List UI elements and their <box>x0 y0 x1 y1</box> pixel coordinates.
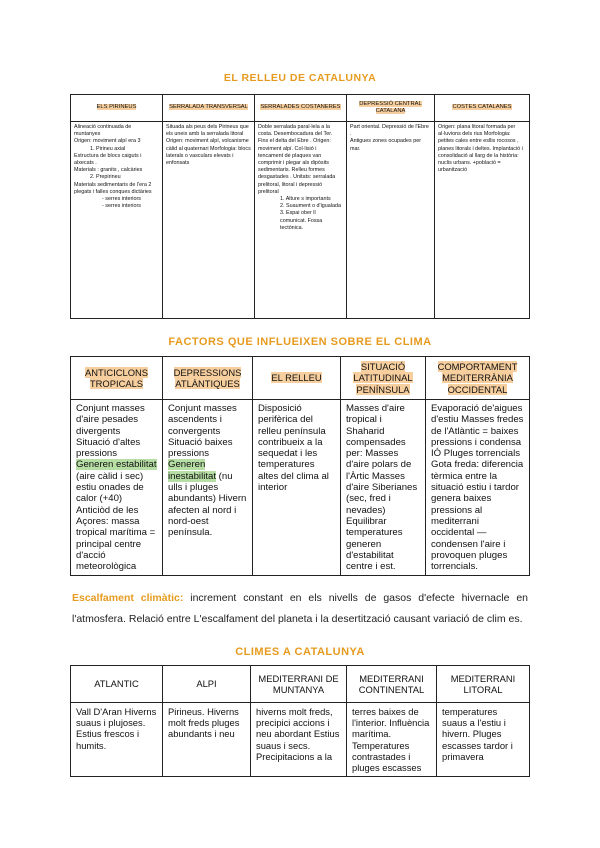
relleu-header: COSTES CATALANES <box>435 95 530 122</box>
climes-table <box>70 665 530 777</box>
climes-cell: Vall D'Aran Hiverns suaus i plujoses. Estius frescos i humits. <box>71 703 163 777</box>
escalfament-paragraph <box>72 588 528 630</box>
factors-header: EL RELLEU <box>253 357 341 400</box>
climes-header: ATLANTIC <box>71 666 163 703</box>
factors-cell-relleu: Disposició perifèrica del relleu península contribueix a la sequedat i les temperatures altes del clima al interior <box>253 400 341 576</box>
factors-cell-depressions: Conjunt masses ascendents i convergents Situació baixes pressions Generen inestabilitat (nu ulls i pluges abundants) Hivern afecten al nord i nord-oest península. <box>163 400 253 576</box>
factors-header: ANTICICLONS TROPICALS <box>71 357 163 400</box>
relleu-cell-transversal: Situada als peus dels Pirineus que els uneix amb la serralada litoral Origen: moviment alpí, volcanisme càlid al quaternari Morfologia: blocs laterals o vasculars elevats i enfonsats <box>163 122 255 319</box>
factors-header: COMPORTAMENT MEDITERRÀNIA OCCIDENTAL <box>426 357 530 400</box>
climes-header: MEDITERRANI LITORAL <box>437 666 530 703</box>
relleu-cell-depressio: Part oriental. Depressió de l'Ebre . Antigues zones ocupades per mar. <box>347 122 435 319</box>
climes-header: ALPI <box>163 666 251 703</box>
climes-cell: terres baixes de l'interior. Influència marítima. Temperatures contrastades i pluges escasses <box>347 703 437 777</box>
relleu-header: ELS PIRINEUS <box>71 95 163 122</box>
climes-header: MEDITERRANI DE MUNTANYA <box>251 666 347 703</box>
factors-table <box>70 356 530 576</box>
relleu-cell-costaneres: Doble serralada paral·lela a la costa. Desembocadura del Ter. Fins el delta del Ebre . Origen: moviment alpí. Col·lisió i tencament de plaques van comprimir i plegar als dipòsits sedimentaris. Relleu formes desgastades . Unitats: serralada prelitoral, litoral i depressió prelitoral 1. Alture s importants 2. Suaument o d'igualada 3. Espai ober ll comunicat. Fossa tectònica. <box>255 122 347 319</box>
relleu-cell-pirineus: Alineació continuada de muntanyes Origen: moviment alpí era 3 1. Pirineu axial Estructura de blocs caiguts i alxecats . Materials : granits , calcàries 2. Prepirineu Materials sedimentaris de l'era 2 plegats i falles conques dictàries - serres interiors - serres interiors <box>71 122 163 319</box>
escalfament-text: increment constant en els nivells de gasos d'efecte hivernacle en l'atmosfera. Relació entre L'escalfament del planeta i la desertització causant variació de clim es. <box>72 592 528 625</box>
factors-cell-anticiclons: Conjunt masses d'aire pesades divergents Situació d'altes pressions Generen estabilitat (aire càlid i sec) estiu onades de calor (+40) Anticiòd de les Açores: massa tropical marítima = principal centre d'acció meteorològica <box>71 400 163 576</box>
factors-header: SITUACIÓ LATITUDINAL PENÍNSULA <box>341 357 426 400</box>
section-title-climes: CLIMES A CATALUNYA <box>235 646 365 658</box>
climes-cell: temperatures suaus a l'estiu i hivern. Pluges escasses tardor i primavera <box>437 703 530 777</box>
climes-header: MEDITERRANI CONTINENTAL <box>347 666 437 703</box>
relleu-header: SERRALADA TRANSVERSAL <box>163 95 255 122</box>
climes-cell: hiverns molt freds, precipici accions i neu abordant Estius suaus i secs. Precipitacions a la <box>251 703 347 777</box>
relleu-table <box>70 94 530 319</box>
section-title-factors: FACTORS QUE INFLUEIXEN SOBRE EL CLIMA <box>168 336 432 348</box>
highlight-estabilitat: Generen estabilitat <box>76 459 157 471</box>
highlight-inestabilitat: Generen inestabilitat <box>168 459 216 482</box>
factors-cell-situacio: Masses d'aire tropical i Shaharid compensades per: Masses d'aire polars de l'Àrtic Masses d'aire Siberianes (sec, fred i nevades) Equilibrar temperatures generen d'estabilitat centre i est. <box>341 400 426 576</box>
section-title-relleu: EL RELLEU DE CATALUNYA <box>223 72 377 84</box>
escalfament-term: Escalfament climàtic: <box>72 592 184 604</box>
relleu-cell-costes: Origen: plana litoral formada per al·luvions dels rius Morfologia: petites cales entre esllis rocosos , planes litorals i deltes. Implantació i consolidació al llarg de la història: nuclis urbans. +població = urbanització <box>435 122 530 319</box>
factors-cell-comportament: Evaporació de'aigues d'estiu Masses fredes de l'Atlàntic = baixes pressions i condensa IÓ Pluges torrencials Gota freda: diferencia tèrmica entre la situació estiu i tardor genera baixes pressions al mediterrani occidental — condensen l'aire i provoquen pluges torrencials. <box>426 400 530 576</box>
relleu-header: SERRALADES COSTANERES <box>255 95 347 122</box>
climes-cell: Pirineus. Hiverns molt freds pluges abundants i neu <box>163 703 251 777</box>
relleu-header: DEPRESSIÓ CENTRAL CATALANA <box>347 95 435 122</box>
factors-header: DEPRESSIONS ATLÀNTIQUES <box>163 357 253 400</box>
